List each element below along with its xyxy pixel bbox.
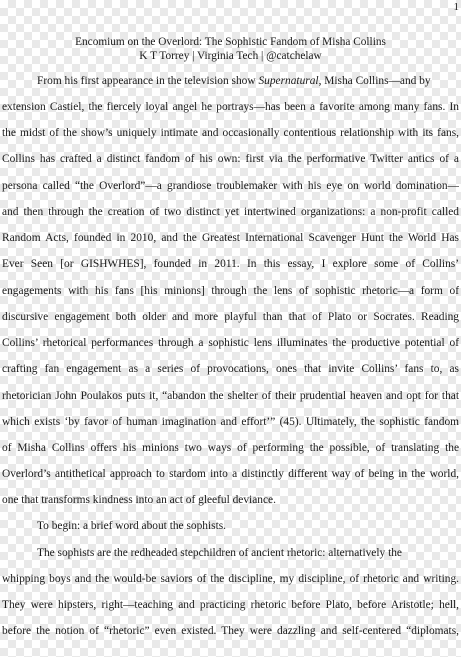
paragraph-line xyxy=(37,75,459,87)
paragraph-line: extension Castiel, the fiercely loyal angel he portrays—has been a favorite among many fans. In xyxy=(2,101,459,113)
paragraph-line: the midst of the show’s uniquely intimate and occasionally contentious relationship with its fans, xyxy=(2,127,459,139)
paragraph-line: of Misha Collins offers his minions two ways of performing the possible, of translating the xyxy=(2,442,459,454)
paragraph-line: one that transforms kindness into an act of gleeful deviance. xyxy=(2,494,276,506)
paragraph-line: The sophists are the redheaded stepchildren of ancient rhetoric: alternatively the xyxy=(37,547,402,559)
paragraph-line: whipping boys and the would-be saviors of the discipline, my discipline, of rhetoric and writing. xyxy=(2,573,459,585)
paragraph-line: Ever Seen [or GISHWHES], founded in 2011. In this essay, I explore some of Collins’ xyxy=(2,258,459,270)
paragraph-line: discursive engagement both older and more playful than that of Plato or Socrates. Reading xyxy=(2,311,459,323)
paragraph-line: which exists ‘by favor of human imagination and effort’” (45). Ultimately, the sophistic fandom xyxy=(2,416,459,428)
paragraph-line: before the notion of “rhetoric” even existed. They were dazzling and self-centered “diplomats, xyxy=(2,625,459,637)
author-byline: K T Torrey | Virginia Tech | @catchelaw xyxy=(139,50,322,62)
paragraph-line: persona called “the Overlord”—a grandiose troublemaker with his eye on world domination— xyxy=(2,180,459,192)
paragraph-line: Collins has crafted a distinct fandom of his own: first via the performative Twitter antics of a xyxy=(2,153,459,165)
paragraph-line: rhetorician John Poulakos puts it, “abandon the shelter of their prudential heaven and opt for that xyxy=(2,390,459,402)
paragraph-line: engagements with his fans [his minions] through the lens of sophistic rhetoric—a form of xyxy=(2,285,459,297)
paragraph-line: Random Acts, founded in 2010, and the Greatest International Scavenger Hunt the World Has xyxy=(2,232,459,244)
paragraph-line: They were hipsters, right—teaching and practicing rhetoric before Plato, before Aristotle; hell, xyxy=(2,599,459,611)
paragraph-line: Overlord’s antithetical approach to stardom into a distinctly different way of being in the world, xyxy=(2,468,459,480)
paragraph-line: and then through the creation of two distinct yet intertwined organizations: a non-profit called xyxy=(2,206,459,218)
paragraph-line: Collins’ rhetorical performances through a sophistic lens illuminates the productive potential of xyxy=(2,337,459,349)
line-text: From his first appearance in the television show Supernatural, Misha Collins—and by xyxy=(37,75,431,87)
show-title-italic: Supernatural xyxy=(258,75,319,87)
document-title: Encomium on the Overlord: The Sophistic Fandom of Misha Collins xyxy=(75,36,386,48)
paragraph-line: To begin: a brief word about the sophists. xyxy=(37,520,227,532)
page-number: 1 xyxy=(453,1,459,13)
paragraph-line: crafting fan engagement as a series of provocations, ones that invite Collins’ fans to, as xyxy=(2,363,459,375)
